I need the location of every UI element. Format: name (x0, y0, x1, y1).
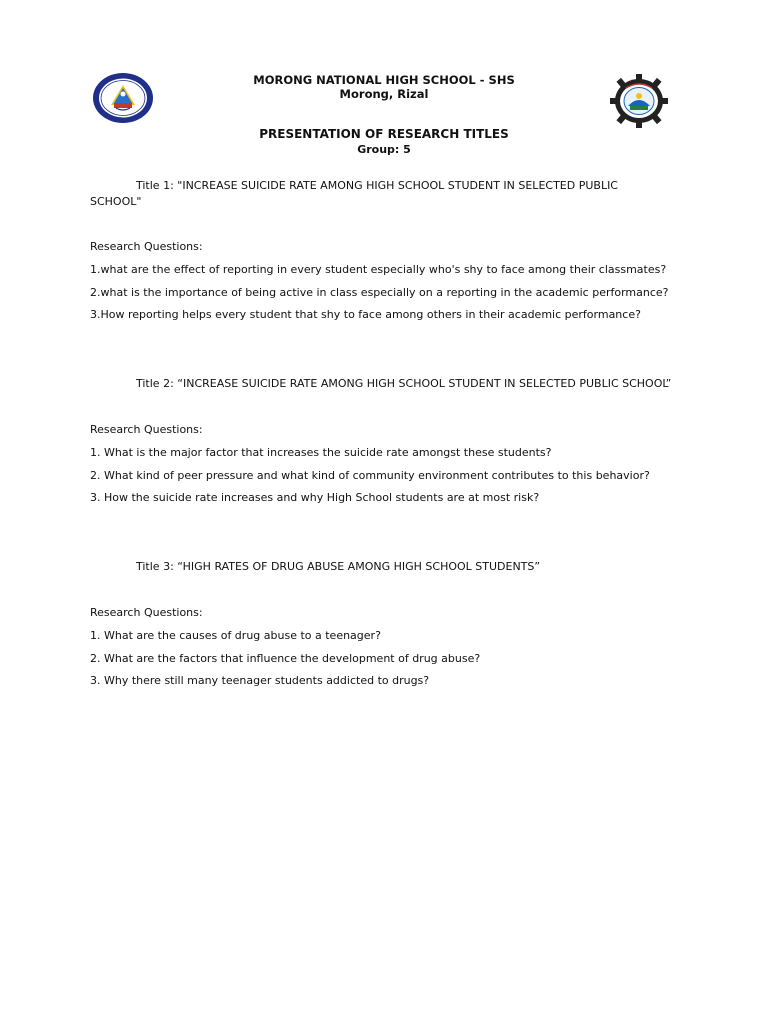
school-location: Morong, Rizal (339, 87, 429, 101)
question-3-1: 1. What are the causes of drug abuse to a teenager? (90, 629, 381, 642)
title-2: Title 2: “INCREASE SUICIDE RATE AMONG HIGH SCHOOL STUDENT IN SELECTED PUBLIC SCHOOL” (136, 377, 672, 390)
research-questions-label-3: Research Questions: (90, 606, 203, 619)
group-number: Group: 5 (357, 143, 411, 156)
title-3: Title 3: “HIGH RATES OF DRUG ABUSE AMONG HIGH SCHOOL STUDENTS” (136, 560, 541, 573)
question-3-3: 3. Why there still many teenager students addicted to drugs? (90, 674, 430, 687)
title-1: Title 1: "INCREASE SUICIDE RATE AMONG HIGH SCHOOL STUDENT IN SELECTED PUBLIC (136, 179, 618, 192)
question-1-2: 2.what is the importance of being active in class especially on a reporting in the academic performance? (90, 286, 669, 299)
question-3-2: 2. What are the factors that influence the development of drug abuse? (90, 652, 481, 665)
document-title: PRESENTATION OF RESEARCH TITLES (259, 127, 509, 141)
question-1-1: 1.what are the effect of reporting in every student especially who's shy to face among their classmates? (90, 263, 667, 276)
question-2-1: 1. What is the major factor that increases the suicide rate amongst these students? (90, 446, 552, 459)
question-2-2: 2. What kind of peer pressure and what kind of community environment contributes to this behavior? (90, 469, 650, 482)
question-1-3: 3.How reporting helps every student that shy to face among others in their academic performance? (90, 308, 641, 321)
research-questions-label-2: Research Questions: (90, 423, 203, 436)
school-name: MORONG NATIONAL HIGH SCHOOL - SHS (253, 73, 515, 87)
title-1-continued: SCHOOL" (90, 195, 142, 208)
research-questions-label-1: Research Questions: (90, 240, 203, 253)
question-2-3: 3. How the suicide rate increases and why High School students are at most risk? (90, 491, 540, 504)
